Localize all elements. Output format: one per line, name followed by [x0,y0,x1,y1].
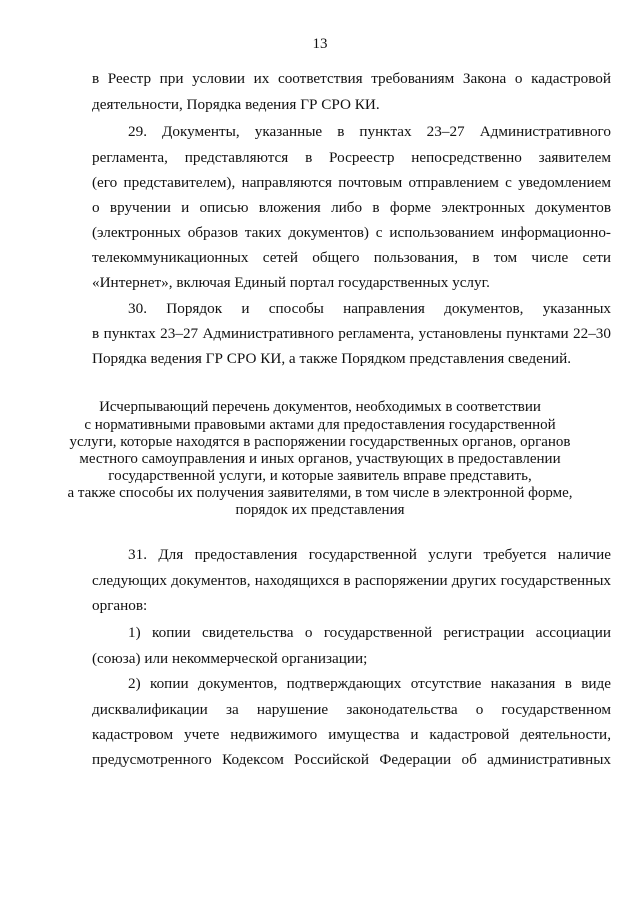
paragraph-30-line: 30. Порядок и способы направления документов, указанных [128,300,611,317]
paragraph-29-line: 29. Документы, указанные в пунктах 23–27 Административного [128,123,611,140]
list-item-2-line: 2) копии документов, подтверждающих отсутствие наказания в виде [128,675,611,692]
paragraph-31-line: органов: [92,597,148,614]
list-item-2-line: дисквалификации за нарушение законодательства о государственном [92,701,611,718]
paragraph-29-line: (электронных образов таких документов) с использованием информационно- [92,224,611,241]
section-heading-line: а также способы их получения заявителями, в том числе в электронной форме, [67,485,573,501]
list-item-1-line: 1) копии свидетельства о государственной регистрации ассоциации [128,624,611,641]
list-item-1-line: (союза) или некоммерческой организации; [92,650,368,667]
paragraph-30-line: Порядка ведения ГР СРО КИ, а также Порядком представления сведений. [92,350,572,367]
paragraph-line: деятельности, Порядка ведения ГР СРО КИ. [92,96,380,113]
paragraph-line: в Реестр при условии их соответствия требованиям Закона о кадастровой [92,70,611,87]
page-number: 13 [312,36,328,52]
paragraph-29-line: регламента, представляются в Росреестр непосредственно заявителем [92,149,611,166]
section-heading-line: порядок их представления [235,502,405,518]
paragraph-29-line: телекоммуникационных сетей общего пользования, в том числе сети [92,249,611,266]
paragraph-29-line: «Интернет», включая Единый портал государственных услуг. [92,274,490,291]
paragraph-29-line: (его представителем), направляются почтовым отправлением с уведомлением [92,174,611,191]
list-item-2-line: предусмотренного Кодексом Российской Федерации об административных [92,751,611,768]
paragraph-30-line: в пунктах 23–27 Административного регламента, установлены пунктами 22–30 [92,325,611,342]
paragraph-31-line: следующих документов, находящихся в распоряжении других государственных [92,572,611,589]
section-heading-line: государственной услуги, и которые заявитель вправе представить, [108,468,532,484]
paragraph-31-line: 31. Для предоставления государственной услуги требуется наличие [128,546,611,563]
section-heading-line: услуги, которые находятся в распоряжении государственных органов, органов [69,434,571,450]
section-heading-line: Исчерпывающий перечень документов, необходимых в соответствии [99,399,541,415]
paragraph-29-line: о вручении и описью вложения либо в форме электронных документов [92,199,611,216]
section-heading-line: местного самоуправления и иных органов, участвующих в предоставлении [79,451,561,467]
section-heading-line: с нормативными правовыми актами для предоставления государственной [84,417,556,433]
list-item-2-line: кадастровом учете недвижимого имущества и кадастровой деятельности, [92,726,611,743]
